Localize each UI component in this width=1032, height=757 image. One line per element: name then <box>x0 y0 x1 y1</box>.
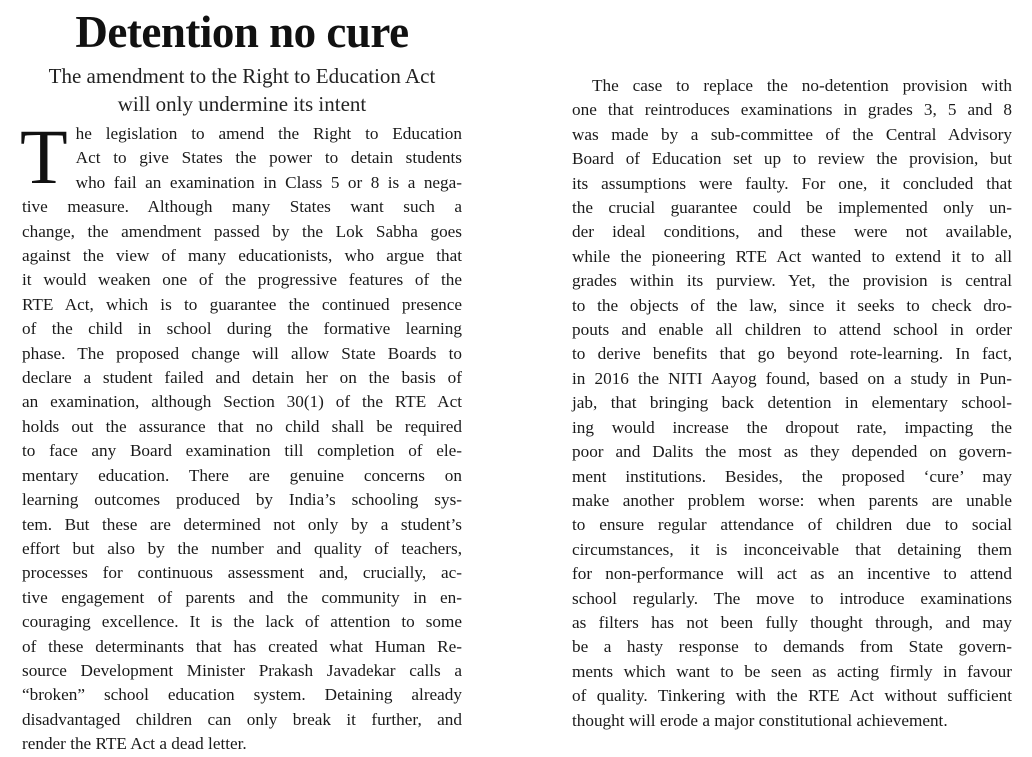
text-line: RTE Act, which is to guarantee the continued presence <box>22 294 462 314</box>
text-line: ing would increase the dropout rate, impacting the <box>572 417 1012 437</box>
text-line: tem. But these are determined not only by a student’s <box>22 514 462 534</box>
text-line: be a hasty response to demands from State govern- <box>572 637 1012 657</box>
text-line: change, the amendment passed by the Lok Sabha goes <box>22 221 462 241</box>
text-line: processes for continuous assessment and, crucially, ac- <box>22 563 462 583</box>
left-column-paragraph <box>20 113 462 757</box>
headline: Detention no cure <box>75 7 409 57</box>
text-line: pouts and enable all children to attend school in order <box>572 320 1012 340</box>
drop-cap: T <box>20 113 68 200</box>
text-line: couraging excellence. It is the lack of attention to some <box>22 612 462 632</box>
right-column-paragraph <box>572 74 1012 733</box>
text-line: he legislation to amend the Right to Education <box>75 124 462 143</box>
text-line: one that reintroduces examinations in grades 3, 5 and 8 <box>572 100 1012 120</box>
text-line: jab, that bringing back detention in elementary school- <box>572 393 1012 413</box>
text-line: declare a student failed and detain her on the basis of <box>22 368 462 388</box>
text-line: learning outcomes produced by India’s schooling sys- <box>22 490 462 510</box>
text-line: source Development Minister Prakash Javadekar calls a <box>22 660 462 680</box>
subheadline <box>0 62 484 118</box>
text-line: mentary education. There are genuine concerns on <box>22 465 462 485</box>
text-line: of these determinants that has created what Human Re- <box>22 636 462 656</box>
text-line: phase. The proposed change will allow State Boards to <box>22 343 462 363</box>
text-line: to face any Board examination till completion of ele- <box>22 441 462 461</box>
text-line: circumstances, it is inconceivable that detaining them <box>572 539 1012 559</box>
text-line: to ensure regular attendance of children due to social <box>572 515 1012 535</box>
text-line: der ideal conditions, and these were not available, <box>572 222 1012 242</box>
text-line: as filters has not been fully thought through, and may <box>572 612 1012 632</box>
text-line: of quality. Tinkering with the RTE Act without sufficient <box>572 686 1012 706</box>
text-line: grades within its purview. Yet, the provision is central <box>572 271 1012 291</box>
text-line: effort but also by the number and quality of teachers, <box>22 538 462 558</box>
text-line: The case to replace the no-detention provision with <box>592 76 1012 95</box>
text-line: tive engagement of parents and the community in en- <box>22 587 462 607</box>
text-line: who fail an examination in Class 5 or 8 is a nega- <box>75 172 462 192</box>
text-line: to derive benefits that go beyond rote-learning. In fact, <box>572 344 1012 364</box>
text-line: make another problem worse: when parents are unable <box>572 490 1012 510</box>
subheadline-line-1: The amendment to the Right to Education Act <box>48 64 436 88</box>
article-column-right <box>572 74 1012 733</box>
text-line: its assumptions were faulty. For one, it concluded that <box>572 173 1012 193</box>
text-line: holds out the assurance that no child shall be required <box>22 416 462 436</box>
text-line: disadvantaged children can only break it further, and <box>22 709 462 729</box>
text-line: was made by a sub-committee of the Central Advisory <box>572 124 1012 144</box>
subheadline-line-2: will only undermine its intent <box>117 92 367 116</box>
text-line: against the view of many educationists, who argue that <box>22 246 462 266</box>
article-column-left <box>20 113 462 757</box>
text-line: render the RTE Act a dead letter. <box>22 734 247 754</box>
text-line: in 2016 the NITI Aayog found, based on a study in Pun- <box>572 368 1012 388</box>
text-line: while the pioneering RTE Act wanted to extend it to all <box>572 246 1012 266</box>
text-line: it would weaken one of the progressive features of the <box>22 270 462 290</box>
text-line: tive measure. Although many States want such a <box>22 197 462 217</box>
text-line: an examination, although Section 30(1) of the RTE Act <box>22 392 462 412</box>
text-line: ment institutions. Besides, the proposed ‘cure’ may <box>572 466 1012 486</box>
text-line: the crucial guarantee could be implemented only un- <box>572 198 1012 218</box>
text-line: school regularly. The move to introduce examinations <box>572 588 1012 608</box>
text-line: to the objects of the law, since it seeks to check dro- <box>572 295 1012 315</box>
text-line: thought will erode a major constitutional achievement. <box>572 710 948 730</box>
text-line: Act to give States the power to detain students <box>75 148 462 168</box>
text-line: for non-performance will act as an incentive to attend <box>572 564 1012 584</box>
text-line: Board of Education set up to review the provision, but <box>572 149 1012 169</box>
text-line: ments which want to be seen as acting firmly in favour <box>572 661 1012 681</box>
text-line: poor and Dalits the most as they depended on govern- <box>572 442 1012 462</box>
text-line: “broken” school education system. Detaining already <box>22 685 462 705</box>
text-line: of the child in school during the formative learning <box>22 319 462 339</box>
